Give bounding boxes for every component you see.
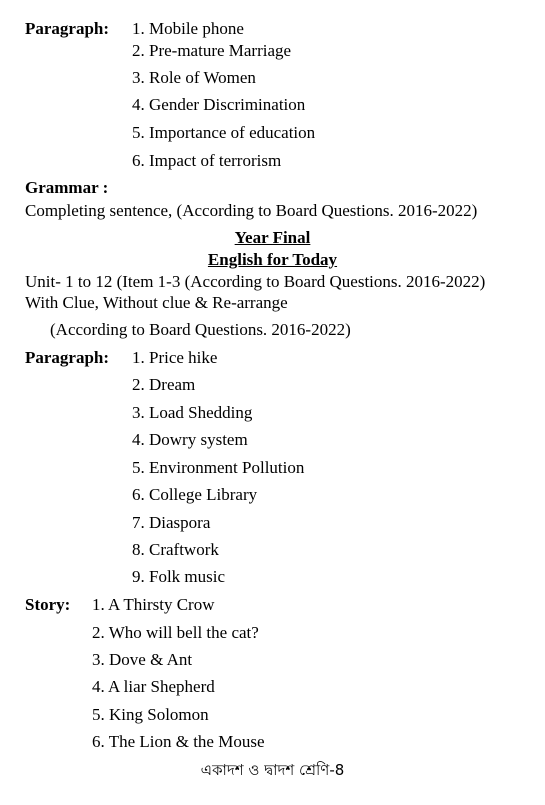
paragraph-item: 7. Diaspora bbox=[132, 513, 211, 532]
board-line: (According to Board Questions. 2016-2022) bbox=[50, 320, 351, 339]
paragraph-item: 9. Folk music bbox=[132, 567, 226, 586]
story-item: 6. The Lion & the Mouse bbox=[92, 732, 265, 751]
paragraph-item: 3. Role of Women bbox=[132, 68, 256, 87]
paragraph-label-1: Paragraph: bbox=[25, 19, 110, 38]
paragraph-label-2: Paragraph: bbox=[25, 348, 110, 367]
paragraph-item: 1. Mobile phone bbox=[132, 19, 244, 38]
paragraph-item: 2. Pre-mature Marriage bbox=[132, 41, 292, 60]
paragraph-item: 6. College Library bbox=[132, 485, 258, 504]
year-final-title: Year Final bbox=[234, 228, 311, 247]
paragraph-item: 3. Load Shedding bbox=[132, 403, 253, 422]
paragraph-item: 8. Craftwork bbox=[132, 540, 219, 559]
paragraph-item: 1. Price hike bbox=[132, 348, 218, 367]
story-item: 1. A Thirsty Crow bbox=[92, 595, 215, 614]
unit-line: Unit- 1 to 12 (Item 1-3 (According to Board Questions. 2016-2022) bbox=[25, 272, 486, 291]
grammar-text: Completing sentence, (According to Board Questions. 2016-2022) bbox=[25, 201, 478, 220]
grammar-label: Grammar : bbox=[25, 178, 109, 197]
story-label: Story: bbox=[25, 595, 71, 614]
paragraph-item: 5. Environment Pollution bbox=[132, 458, 305, 477]
story-item: 2. Who will bell the cat? bbox=[92, 623, 259, 642]
story-item: 5. King Solomon bbox=[92, 705, 209, 724]
paragraph-item: 6. Impact of terrorism bbox=[132, 151, 282, 170]
paragraph-item: 2. Dream bbox=[132, 375, 196, 394]
paragraph-item: 5. Importance of education bbox=[132, 123, 316, 142]
page-footer: একাদশ ও দ্বাদশ শ্রেণি-8 bbox=[200, 761, 345, 779]
year-final-subtitle: English for Today bbox=[207, 250, 338, 269]
paragraph-item: 4. Gender Discrimination bbox=[132, 95, 306, 114]
story-item: 4. A liar Shepherd bbox=[92, 677, 215, 696]
story-item: 3. Dove & Ant bbox=[92, 650, 193, 669]
paragraph-item: 4. Dowry system bbox=[132, 430, 248, 449]
clue-line: With Clue, Without clue & Re-arrange bbox=[25, 293, 288, 312]
